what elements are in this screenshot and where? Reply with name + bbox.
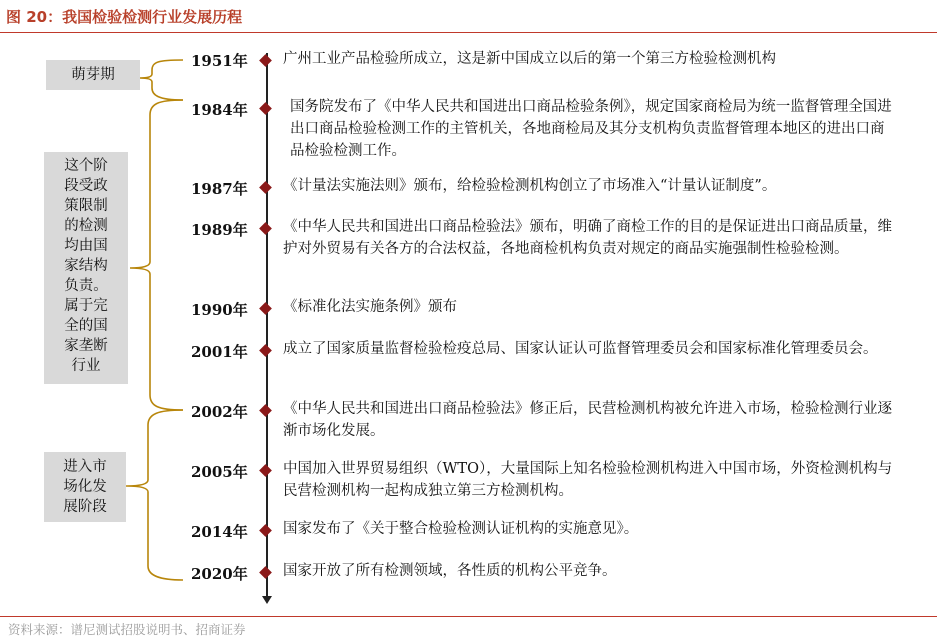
- event-year-2020: 2020年: [191, 565, 248, 583]
- event-text-1989: 《中华人民共和国进出口商品检验法》颁布，明确了商检工作的目的是保证进出口商品质量，维护对外贸易有关各方的合法权益，各地商检机构负责对规定的商品实施强制性检验检测。: [283, 219, 892, 257]
- event-text-1951: 广州工业产品检验所成立，这是新中国成立以后的第一个第三方检验检测机构: [283, 51, 776, 67]
- timeline-diamond-marker: [259, 566, 272, 579]
- bracket-stage-3: [126, 410, 183, 580]
- timeline-diamond-marker: [259, 524, 272, 537]
- event-year-2005: 2005年: [191, 463, 248, 481]
- stage-label-sprout: 萌芽期: [71, 67, 115, 83]
- stage-line: 进入市: [63, 459, 107, 475]
- timeline-diamond-marker: [259, 102, 272, 115]
- event-text-1990: 《标准化法实施条例》颁布: [283, 299, 457, 315]
- event-year-2001: 2001年: [191, 343, 248, 361]
- stage-line: 段受政: [64, 178, 108, 194]
- event-year-2002: 2002年: [191, 403, 248, 421]
- event-year-1989: 1989年: [191, 221, 248, 239]
- timeline-diamond-marker: [259, 181, 272, 194]
- title-divider: [0, 32, 937, 33]
- bracket-stage-2: [130, 100, 183, 410]
- timeline-diamond-marker: [259, 222, 272, 235]
- event-year-1951: 1951年: [191, 52, 248, 70]
- figure-title: 图 20：我国检验检测行业发展历程: [6, 8, 243, 26]
- stage-line: 行业: [71, 358, 101, 374]
- stage-line: 家垄断: [64, 338, 108, 354]
- timeline-diamond-marker: [259, 54, 272, 67]
- event-text-1987: 《计量法实施法则》颁布，给检验检测机构创立了市场准入“计量认证制度”。: [283, 178, 777, 194]
- stage-line: 均由国: [64, 238, 108, 254]
- source-note: 资料来源：谱尼测试招股说明书、招商证券: [8, 622, 246, 637]
- event-text-2020: 国家开放了所有检测领域，各性质的机构公平竞争。: [283, 563, 617, 579]
- timeline-arrow-head: [262, 596, 272, 604]
- stage-box-marketization: [44, 452, 126, 522]
- event-text-2001: 成立了国家质量监督检验检疫总局、国家认证认可监督管理委员会和国家标准化管理委员会。: [283, 341, 878, 357]
- stage-box-sprout: [46, 60, 140, 90]
- event-year-2014: 2014年: [191, 523, 248, 541]
- bracket-stage-1: [140, 60, 183, 100]
- event-text-2014: 国家发布了《关于整合检验检测认证机构的实施意见》。: [283, 521, 639, 537]
- timeline-diamond-marker: [259, 404, 272, 417]
- stage-line: 全的国: [64, 318, 108, 334]
- stage-line: 属于完: [64, 298, 108, 314]
- event-text-1984: 国务院发布了《中华人民共和国进出口商品检验条例》，规定国家商检局为统一监督管理全国进出口商品检验检测工作的主管机关，各地商检局及其分支机构负责监督管理本地区的进出口商品检验检测工作。: [290, 99, 892, 159]
- stage-line: 这个阶: [64, 158, 108, 174]
- stage-box-state-monopoly: [44, 152, 128, 384]
- timeline-diamond-marker: [259, 344, 272, 357]
- event-year-1984: 1984年: [191, 101, 248, 119]
- event-year-1990: 1990年: [191, 301, 248, 319]
- stage-line: 的检测: [64, 218, 108, 234]
- stage-line: 场化发: [63, 479, 107, 495]
- event-text-2005: 中国加入世界贸易组织（WTO），大量国际上知名检验检测机构进入中国市场，外资检测机构与民营检测机构一起构成独立第三方检测机构。: [283, 461, 893, 499]
- event-year-1987: 1987年: [191, 180, 248, 198]
- stage-line: 负责。: [64, 278, 108, 294]
- stage-line: 策限制: [64, 198, 108, 214]
- timeline-diamond-marker: [259, 464, 272, 477]
- timeline-axis: [266, 53, 268, 598]
- timeline-diamond-marker: [259, 302, 272, 315]
- stage-line: 家结构: [64, 258, 108, 274]
- event-text-2002: 《中华人民共和国进出口商品检验法》修正后，民营检测机构被允许进入市场，检验检测行业逐渐市场化发展。: [283, 401, 892, 439]
- stage-line: 展阶段: [63, 499, 107, 515]
- footer-divider: [0, 616, 937, 617]
